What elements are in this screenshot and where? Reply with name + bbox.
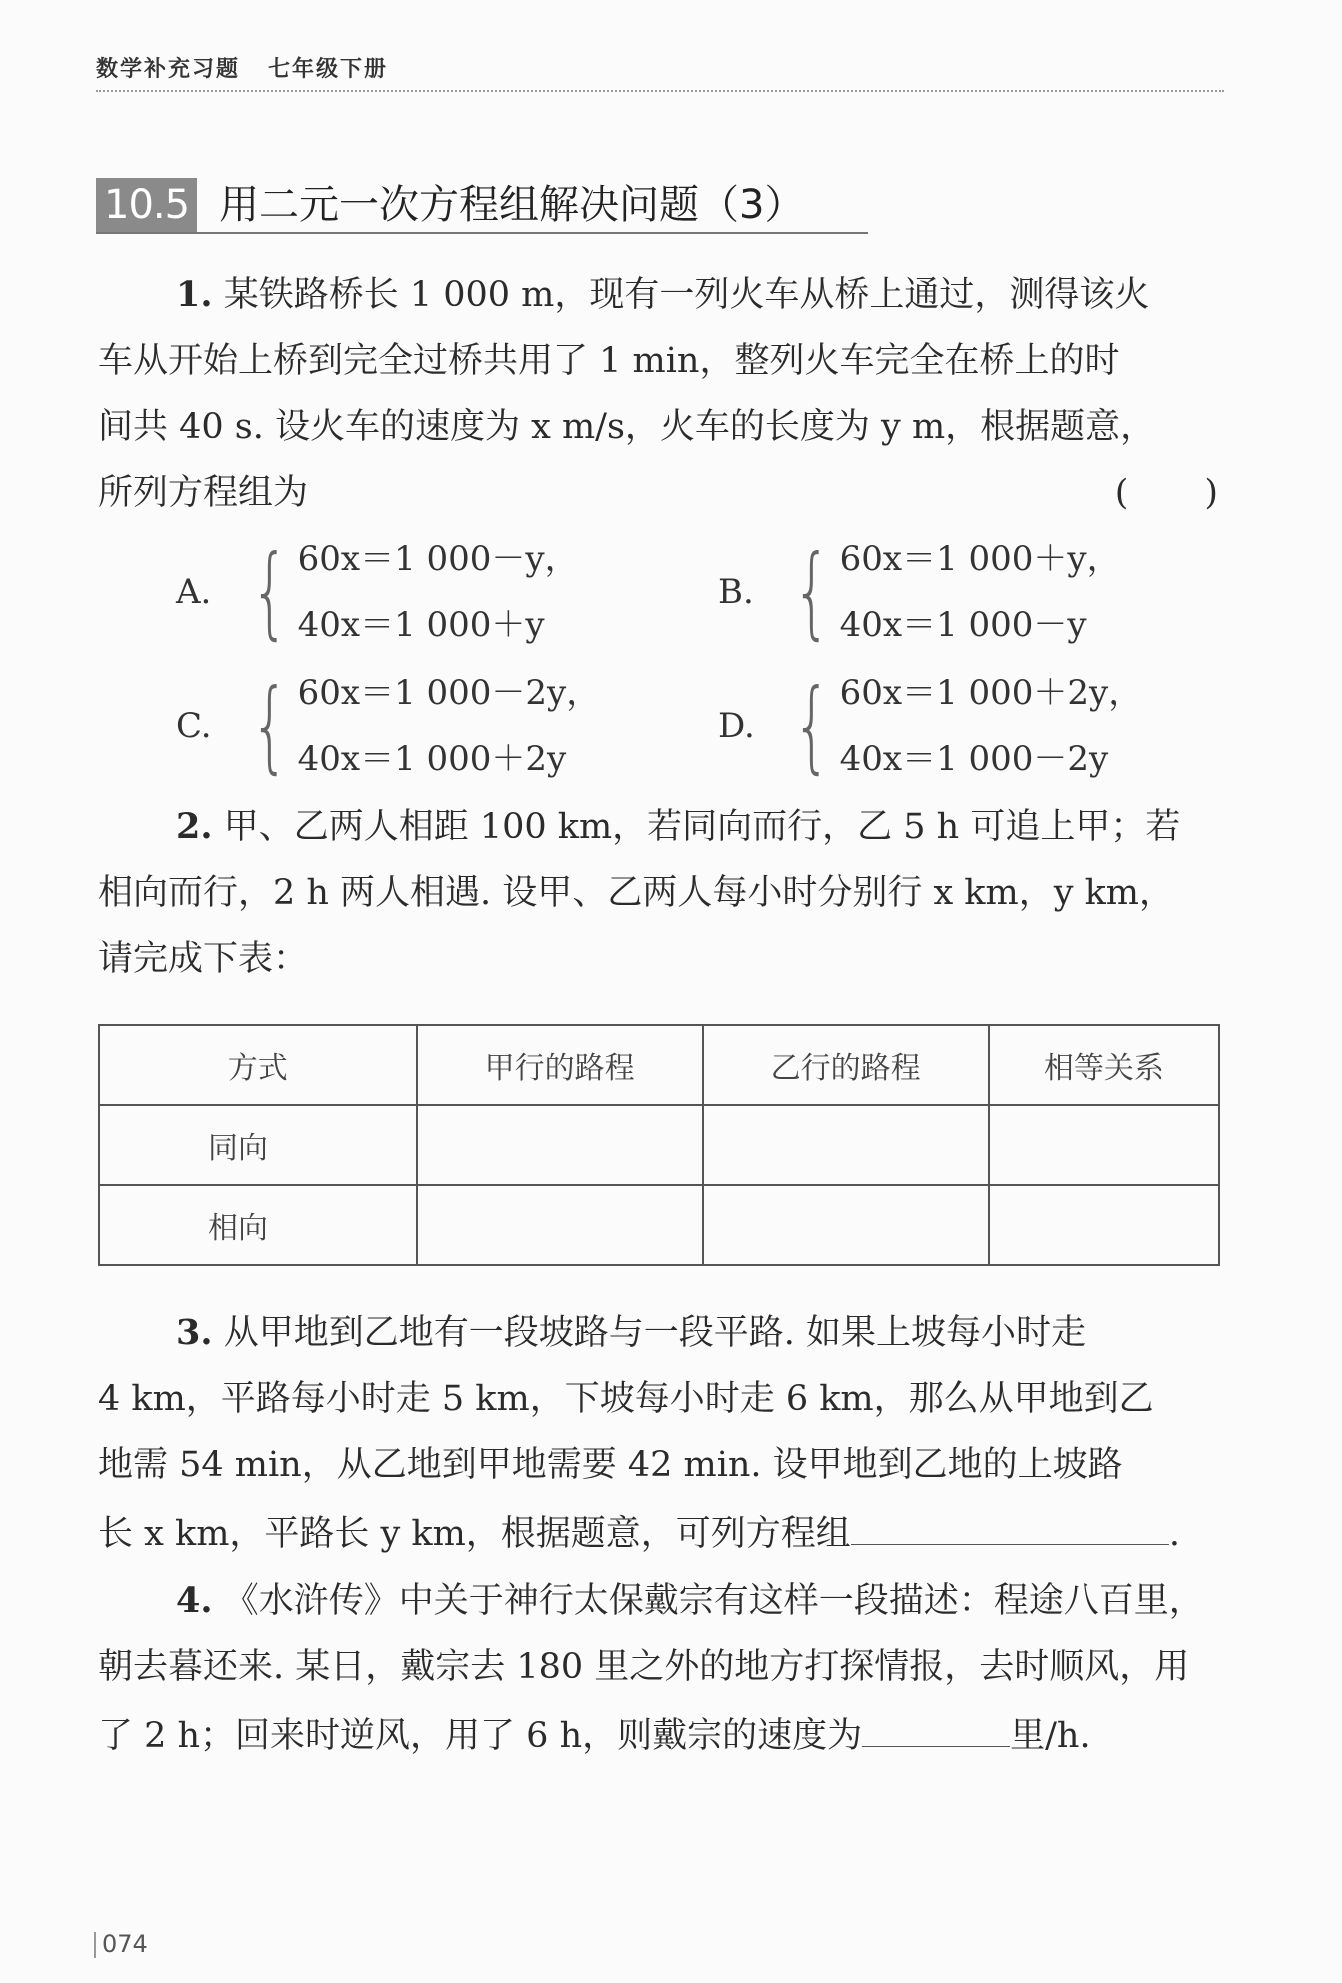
running-head	[96, 52, 388, 83]
question-number: 2.	[176, 806, 213, 847]
answer-cell[interactable]	[989, 1185, 1219, 1265]
row-label: 相向	[99, 1185, 417, 1265]
option-label: C.	[176, 706, 212, 746]
section-number: 10.5	[96, 178, 197, 232]
answer-cell[interactable]	[703, 1105, 989, 1185]
section-title: 用二元一次方程组解决问题（3）	[219, 182, 805, 228]
table-header: 方式	[99, 1025, 417, 1105]
question-number: 1.	[176, 274, 213, 315]
option-label: B.	[718, 572, 754, 612]
q1-line-3: 间共 40 s. 设火车的速度为 x m/s，火车的长度为 y m，根据题意，	[98, 407, 1156, 447]
option-label: D.	[718, 706, 755, 746]
q4-line-1: 《水浒传》中关于神行太保戴宗有这样一段描述：程途八百里，	[223, 1581, 1204, 1621]
fill-in-table	[98, 1024, 1220, 1266]
q2-line-1: 甲、乙两人相距 100 km，若同向而行，乙 5 h 可追上甲；若	[223, 807, 1181, 847]
brace-icon: {	[792, 667, 831, 784]
q1-line-4: 所列方程组为	[98, 473, 309, 513]
answer-cell[interactable]	[417, 1105, 703, 1185]
q3-line-2: 4 km，平路每小时走 5 km，下坡每小时走 6 km，那么从甲地到乙	[98, 1379, 1154, 1419]
answer-parentheses: ( )	[1114, 473, 1220, 513]
table-header: 乙行的路程	[703, 1025, 989, 1105]
equation: 40x＝1 000＋y	[297, 605, 545, 645]
table-header-row	[99, 1025, 1219, 1105]
answer-blank[interactable]	[862, 1700, 1010, 1747]
equation: 60x＝1 000＋2y，	[839, 673, 1143, 713]
option-a	[176, 526, 579, 658]
q4-line-3: 了 2 h；回来时逆风，用了 6 h，则戴宗的速度为	[98, 1716, 863, 1756]
brace-icon: {	[792, 533, 831, 650]
table-row	[99, 1105, 1219, 1185]
option-b	[718, 526, 1121, 658]
equation: 60x＝1 000－2y，	[297, 673, 601, 713]
brace-icon: {	[250, 533, 289, 650]
answer-blank[interactable]	[851, 1498, 1169, 1545]
section-underline	[96, 232, 868, 234]
question-3	[98, 1300, 1220, 1567]
question-2	[98, 794, 1220, 992]
table-header: 相等关系	[989, 1025, 1219, 1105]
option-d	[718, 660, 1142, 792]
section-heading	[96, 178, 805, 232]
q1-line-1: 某铁路桥长 1 000 m，现有一列火车从桥上通过，测得该火	[223, 275, 1150, 315]
q4-line-2: 朝去暮还来. 某日，戴宗去 180 里之外的地方打探情报，去时顺风，用	[98, 1647, 1190, 1687]
speed-unit: 里/h.	[1010, 1716, 1091, 1756]
question-1	[98, 262, 1220, 526]
question-4	[98, 1568, 1220, 1769]
q1-line-2: 车从开始上桥到完全过桥共用了 1 min，整列火车完全在桥上的时	[98, 341, 1120, 381]
equation: 60x＝1 000＋y，	[839, 539, 1121, 579]
grade-label: 七年级下册	[268, 57, 389, 82]
book-title: 数学补充习题	[96, 57, 241, 82]
period: .	[1168, 1514, 1180, 1554]
q3-line-1: 从甲地到乙地有一段坡路与一段平路. 如果上坡每小时走	[223, 1313, 1086, 1353]
equation: 40x＝1 000－y	[839, 605, 1087, 645]
header-divider	[96, 90, 1224, 92]
brace-icon: {	[250, 667, 289, 784]
q3-line-3: 地需 54 min，从乙地到甲地需要 42 min. 设甲地到乙地的上坡路	[98, 1445, 1123, 1485]
row-label: 同向	[99, 1105, 417, 1185]
table-row	[99, 1185, 1219, 1265]
equation: 40x＝1 000－2y	[839, 739, 1109, 779]
question-number: 3.	[176, 1312, 213, 1353]
answer-cell[interactable]	[703, 1185, 989, 1265]
answer-cell[interactable]	[989, 1105, 1219, 1185]
answer-cell[interactable]	[417, 1185, 703, 1265]
table-header: 甲行的路程	[417, 1025, 703, 1105]
q2-line-3: 请完成下表：	[98, 939, 309, 979]
option-c	[176, 660, 600, 792]
equation: 40x＝1 000＋2y	[297, 739, 567, 779]
q3-line-4: 长 x km，平路长 y km，根据题意，可列方程组	[98, 1514, 851, 1554]
option-label: A.	[176, 572, 212, 612]
q2-line-2: 相向而行，2 h 两人相遇. 设甲、乙两人每小时分别行 x km，y km，	[98, 873, 1174, 913]
page-marker	[94, 1932, 96, 1958]
question-number: 4.	[176, 1580, 213, 1621]
equation: 60x＝1 000－y，	[297, 539, 579, 579]
page-number-text: 074	[102, 1930, 148, 1958]
page-number	[94, 1930, 148, 1958]
